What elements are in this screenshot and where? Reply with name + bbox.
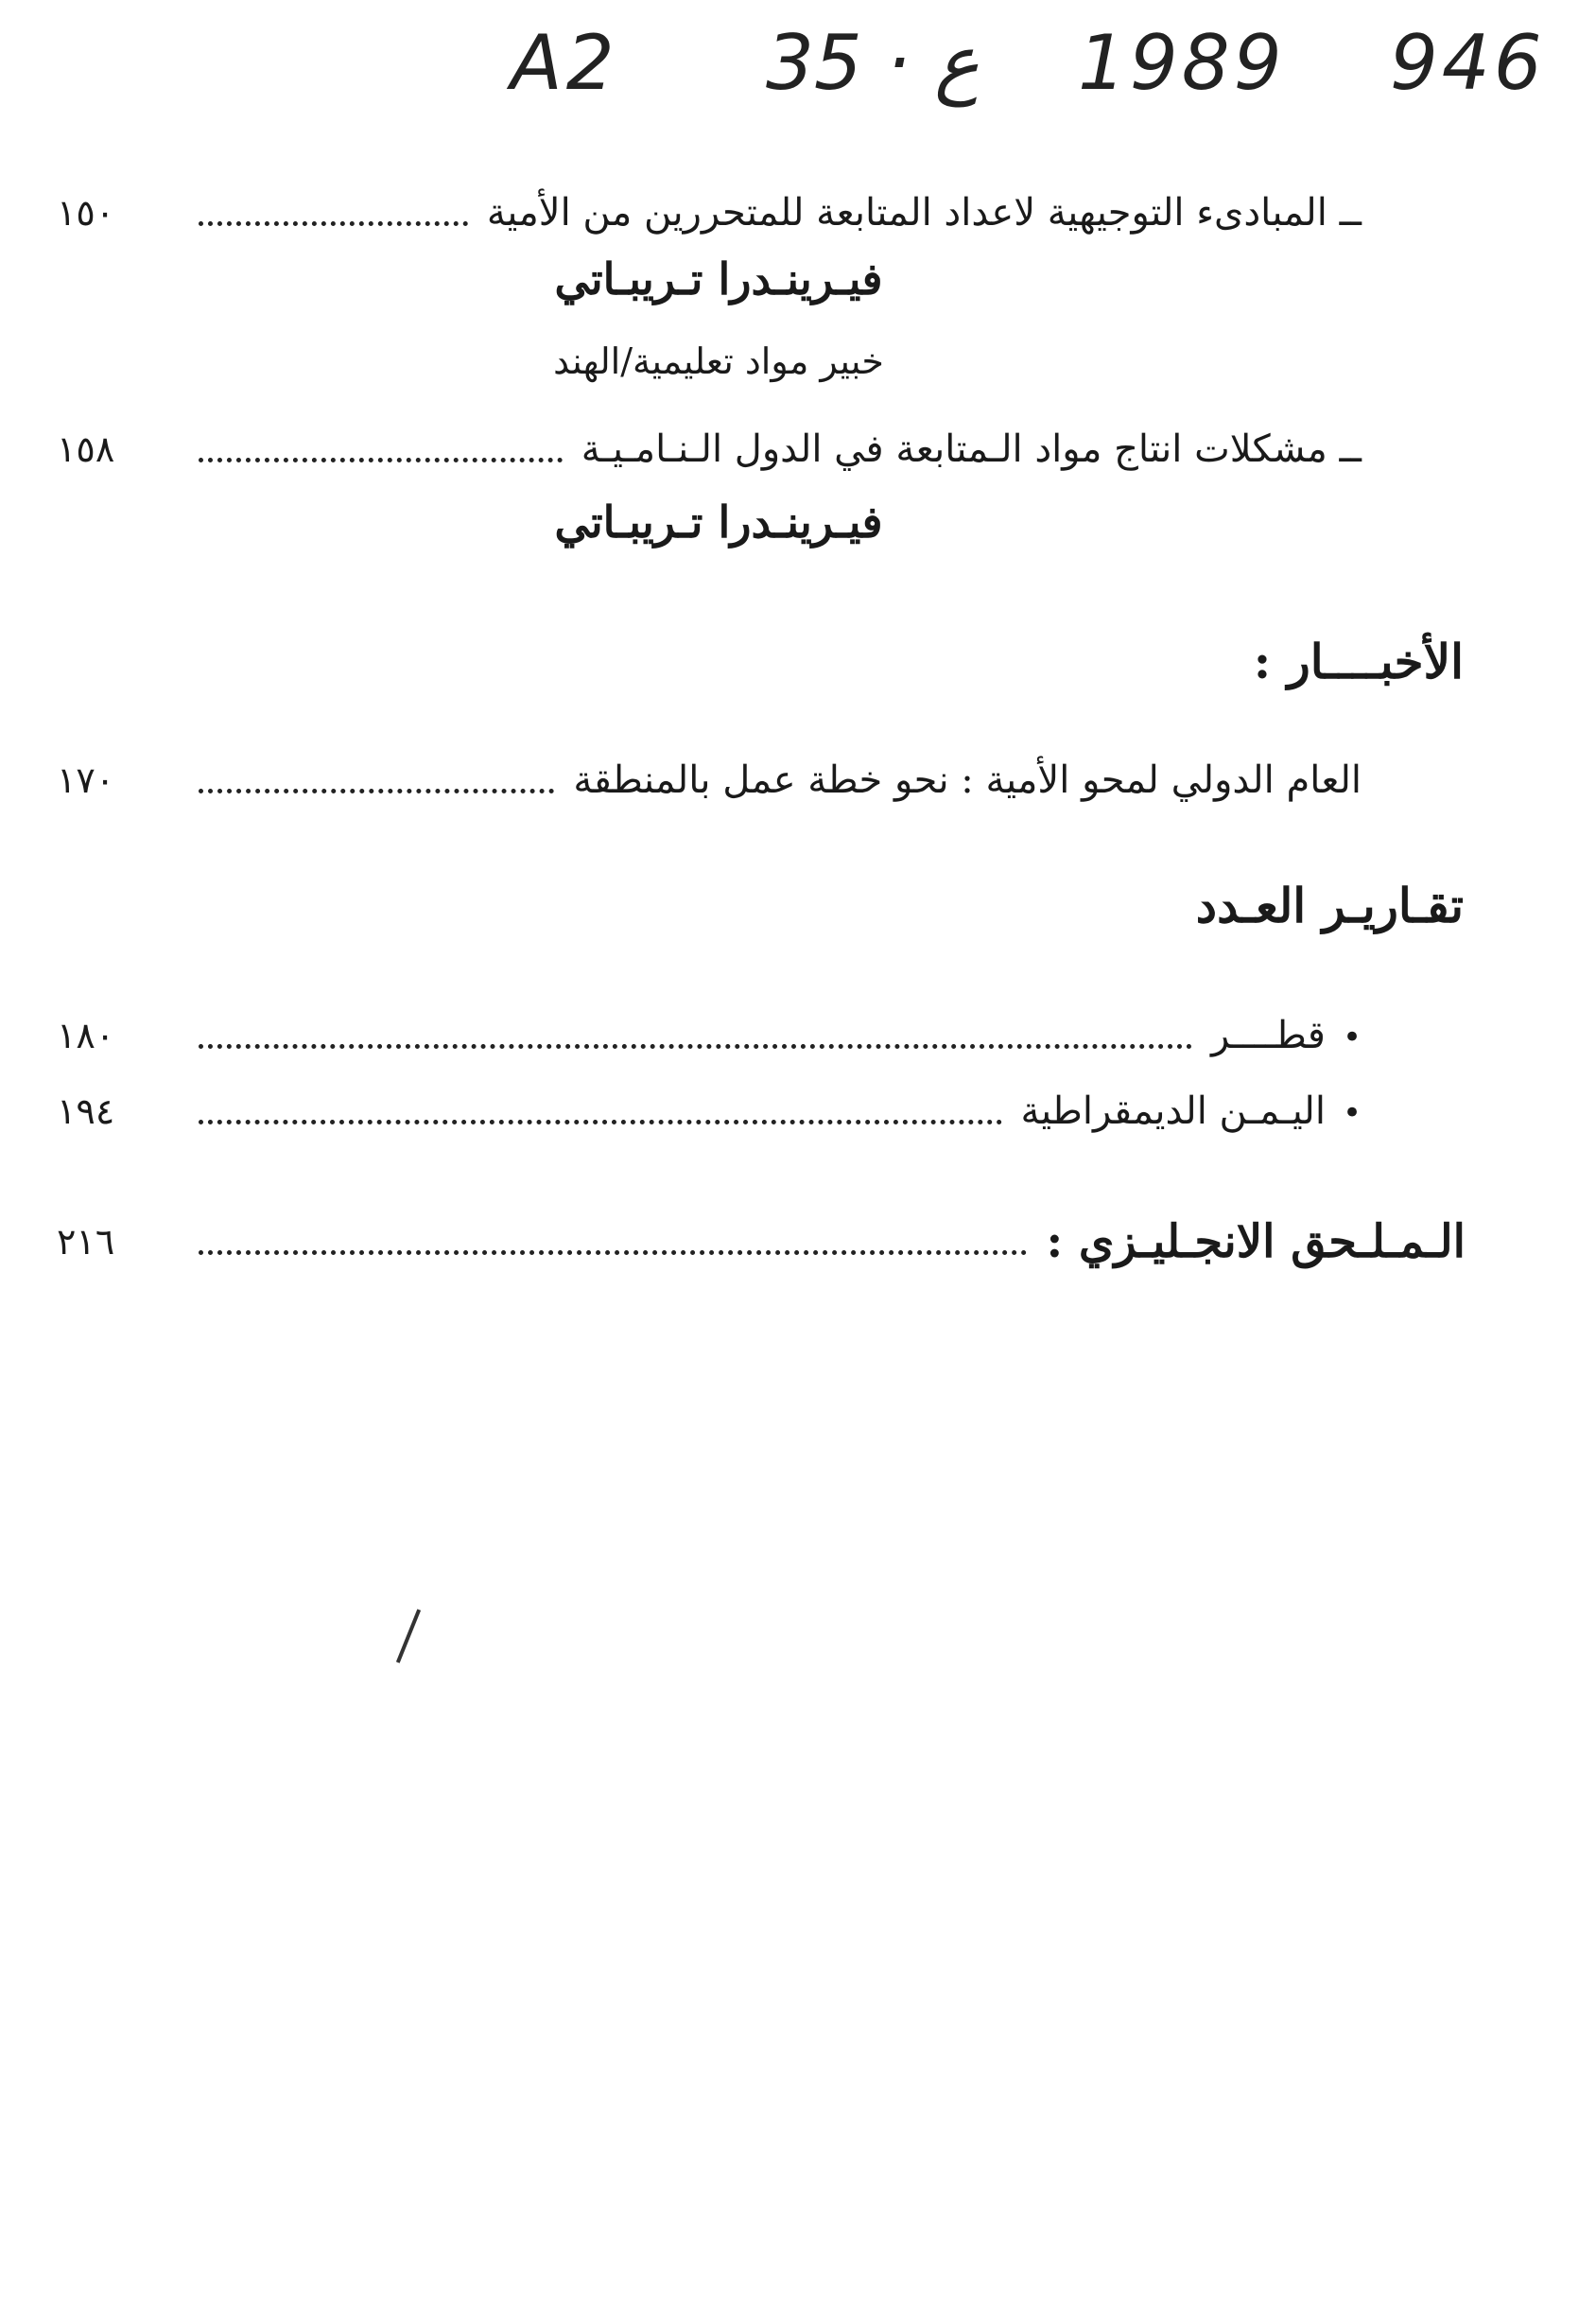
- entry-title: ــ مشكلات انتاج مواد الـمتابعة في الدول الـنـامـيـة: [581, 427, 1362, 471]
- page-number: ٢١٦: [57, 1221, 115, 1263]
- handwritten-code-part: A2: [511, 19, 618, 107]
- bullet-icon: •: [1342, 1094, 1362, 1132]
- page-number: ١٧٠: [57, 759, 115, 801]
- dot-leader: [199, 1040, 1192, 1049]
- entry-author: فيـرينـدرا تـريبـاتي: [554, 496, 883, 548]
- bullet-icon: •: [1342, 1019, 1362, 1056]
- page-number: ١٨٠: [57, 1015, 115, 1056]
- pen-mark: [396, 1609, 421, 1663]
- reports-heading: تقـاريـر العـدد: [1195, 878, 1464, 933]
- page-number: ١٩٤: [57, 1090, 115, 1132]
- handwritten-code-part: 1989: [1078, 19, 1286, 107]
- page-number: ١٥٠: [57, 192, 115, 234]
- report-title: اليـمـن الديمقراطية: [1020, 1089, 1326, 1133]
- entry-title: [1021, 1089, 1362, 1133]
- author-role: خبير مواد تعليمية/الهند: [553, 340, 884, 382]
- appendix-entry: [57, 1209, 1466, 1275]
- entry-title: [1211, 1014, 1362, 1057]
- handwritten-code-part: 946: [1390, 19, 1546, 107]
- entry-title: ــ المبادىء التوجيهية لاعداد المتابعة للمتحررين من الأمية: [486, 191, 1362, 235]
- report-entry: [57, 1078, 1362, 1144]
- entry-author: فيـرينـدرا تـريبـاتي: [554, 253, 883, 305]
- handwritten-code-part: 35 · ع: [766, 19, 980, 107]
- report-entry: [57, 1002, 1362, 1069]
- dot-leader: [199, 218, 468, 226]
- toc-entry: [57, 747, 1362, 813]
- entry-title: العام الدولي لمحو الأمية : نحو خطة عمل بالمنطقة: [573, 758, 1362, 802]
- toc-entry: [57, 180, 1362, 246]
- dot-leader: [199, 1246, 1027, 1255]
- dot-leader: [199, 1116, 1002, 1124]
- news-heading: الأخبــــار :: [1253, 634, 1464, 689]
- toc-entry: [57, 416, 1362, 482]
- report-title: قطــــر: [1211, 1014, 1326, 1057]
- appendix-title: الـمـلـحق الانجـليـزي :: [1046, 1215, 1466, 1268]
- dot-leader: [199, 454, 563, 462]
- page-number: ١٥٨: [57, 428, 115, 470]
- dot-leader: [199, 785, 554, 793]
- handwritten-archive-code: [511, 19, 1570, 123]
